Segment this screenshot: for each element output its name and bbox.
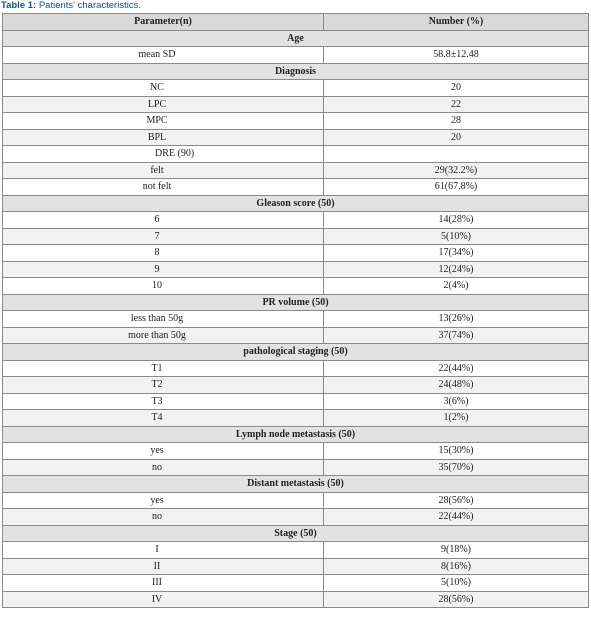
table-row	[3, 162, 589, 179]
number-cell: 22(44%)	[324, 360, 589, 377]
table-row	[3, 327, 589, 344]
section-header-row	[3, 63, 589, 80]
parameter-cell: mean SD	[3, 47, 324, 64]
number-cell: 28	[324, 113, 589, 130]
parameter-cell: 9	[3, 261, 324, 278]
parameter-cell: T3	[3, 393, 324, 410]
table-row	[3, 129, 589, 146]
parameter-cell: MPC	[3, 113, 324, 130]
parameter-cell: T2	[3, 377, 324, 394]
parameter-cell: 6	[3, 212, 324, 229]
table-row	[3, 113, 589, 130]
parameter-cell: NC	[3, 80, 324, 97]
section-header-row	[3, 525, 589, 542]
section-title: Stage (50)	[3, 525, 589, 542]
number-cell: 35(70%)	[324, 459, 589, 476]
number-cell: 12(24%)	[324, 261, 589, 278]
parameter-cell: IV	[3, 591, 324, 608]
number-cell: 5(10%)	[324, 575, 589, 592]
parameter-cell: BPL	[3, 129, 324, 146]
table-row	[3, 558, 589, 575]
table-caption-label: Table 1:	[1, 0, 37, 11]
table-row	[3, 179, 589, 196]
section-title: Age	[3, 30, 589, 47]
table-row	[3, 278, 589, 295]
section-title: Lymph node metastasis (50)	[3, 426, 589, 443]
table-row	[3, 96, 589, 113]
parameter-cell: not felt	[3, 179, 324, 196]
table-row	[3, 377, 589, 394]
table-row	[3, 228, 589, 245]
section-header-row	[3, 426, 589, 443]
number-cell: 13(26%)	[324, 311, 589, 328]
number-cell: 9(18%)	[324, 542, 589, 559]
number-cell: 2(4%)	[324, 278, 589, 295]
header-parameter: Parameter(n)	[3, 14, 324, 31]
parameter-cell: T1	[3, 360, 324, 377]
section-header-row	[3, 30, 589, 47]
parameter-cell: T4	[3, 410, 324, 427]
parameter-cell: yes	[3, 492, 324, 509]
number-cell: 28(56%)	[324, 591, 589, 608]
number-cell: 14(28%)	[324, 212, 589, 229]
parameter-cell: DRE (90)	[3, 146, 324, 163]
table-row	[3, 542, 589, 559]
section-header-row	[3, 344, 589, 361]
table-row	[3, 393, 589, 410]
number-cell: 3(6%)	[324, 393, 589, 410]
table-row	[3, 360, 589, 377]
parameter-cell: no	[3, 459, 324, 476]
table-row	[3, 212, 589, 229]
table-body	[3, 30, 589, 608]
section-title: Distant metastasis (50)	[3, 476, 589, 493]
number-cell: 28(56%)	[324, 492, 589, 509]
table-row	[3, 146, 589, 163]
parameter-cell: more than 50g	[3, 327, 324, 344]
table-row	[3, 311, 589, 328]
number-cell: 5(10%)	[324, 228, 589, 245]
table-row	[3, 443, 589, 460]
parameter-cell: 8	[3, 245, 324, 262]
parameter-cell: I	[3, 542, 324, 559]
table-row	[3, 459, 589, 476]
section-header-row	[3, 294, 589, 311]
patients-characteristics-table	[2, 13, 589, 608]
parameter-cell: 10	[3, 278, 324, 295]
parameter-cell: III	[3, 575, 324, 592]
number-cell: 1(2%)	[324, 410, 589, 427]
table-row	[3, 410, 589, 427]
number-cell: 20	[324, 129, 589, 146]
table-caption	[1, 0, 141, 11]
parameter-cell: LPC	[3, 96, 324, 113]
number-cell: 22	[324, 96, 589, 113]
table-row	[3, 591, 589, 608]
number-cell: 17(34%)	[324, 245, 589, 262]
table-row	[3, 509, 589, 526]
table-row	[3, 261, 589, 278]
table-row	[3, 47, 589, 64]
parameter-cell: felt	[3, 162, 324, 179]
section-title: PR volume (50)	[3, 294, 589, 311]
table-row	[3, 575, 589, 592]
number-cell: 15(30%)	[324, 443, 589, 460]
parameter-cell: less than 50g	[3, 311, 324, 328]
number-cell: 8(16%)	[324, 558, 589, 575]
number-cell: 61(67.8%)	[324, 179, 589, 196]
section-header-row	[3, 476, 589, 493]
number-cell: 37(74%)	[324, 327, 589, 344]
number-cell: 22(44%)	[324, 509, 589, 526]
table-row	[3, 492, 589, 509]
number-cell: 29(32.2%)	[324, 162, 589, 179]
parameter-cell: II	[3, 558, 324, 575]
number-cell: 24(48%)	[324, 377, 589, 394]
section-title: Gleason score (50)	[3, 195, 589, 212]
table-row	[3, 245, 589, 262]
table-header-row	[3, 14, 589, 31]
section-header-row	[3, 195, 589, 212]
table-row	[3, 80, 589, 97]
number-cell: 20	[324, 80, 589, 97]
number-cell: 58.8±12.48	[324, 47, 589, 64]
table-caption-text: Patients' characteristics.	[36, 0, 141, 11]
header-number: Number (%)	[324, 14, 589, 31]
parameter-cell: no	[3, 509, 324, 526]
number-cell	[324, 146, 589, 163]
parameter-cell: yes	[3, 443, 324, 460]
parameter-cell: 7	[3, 228, 324, 245]
section-title: pathological staging (50)	[3, 344, 589, 361]
section-title: Diagnosis	[3, 63, 589, 80]
